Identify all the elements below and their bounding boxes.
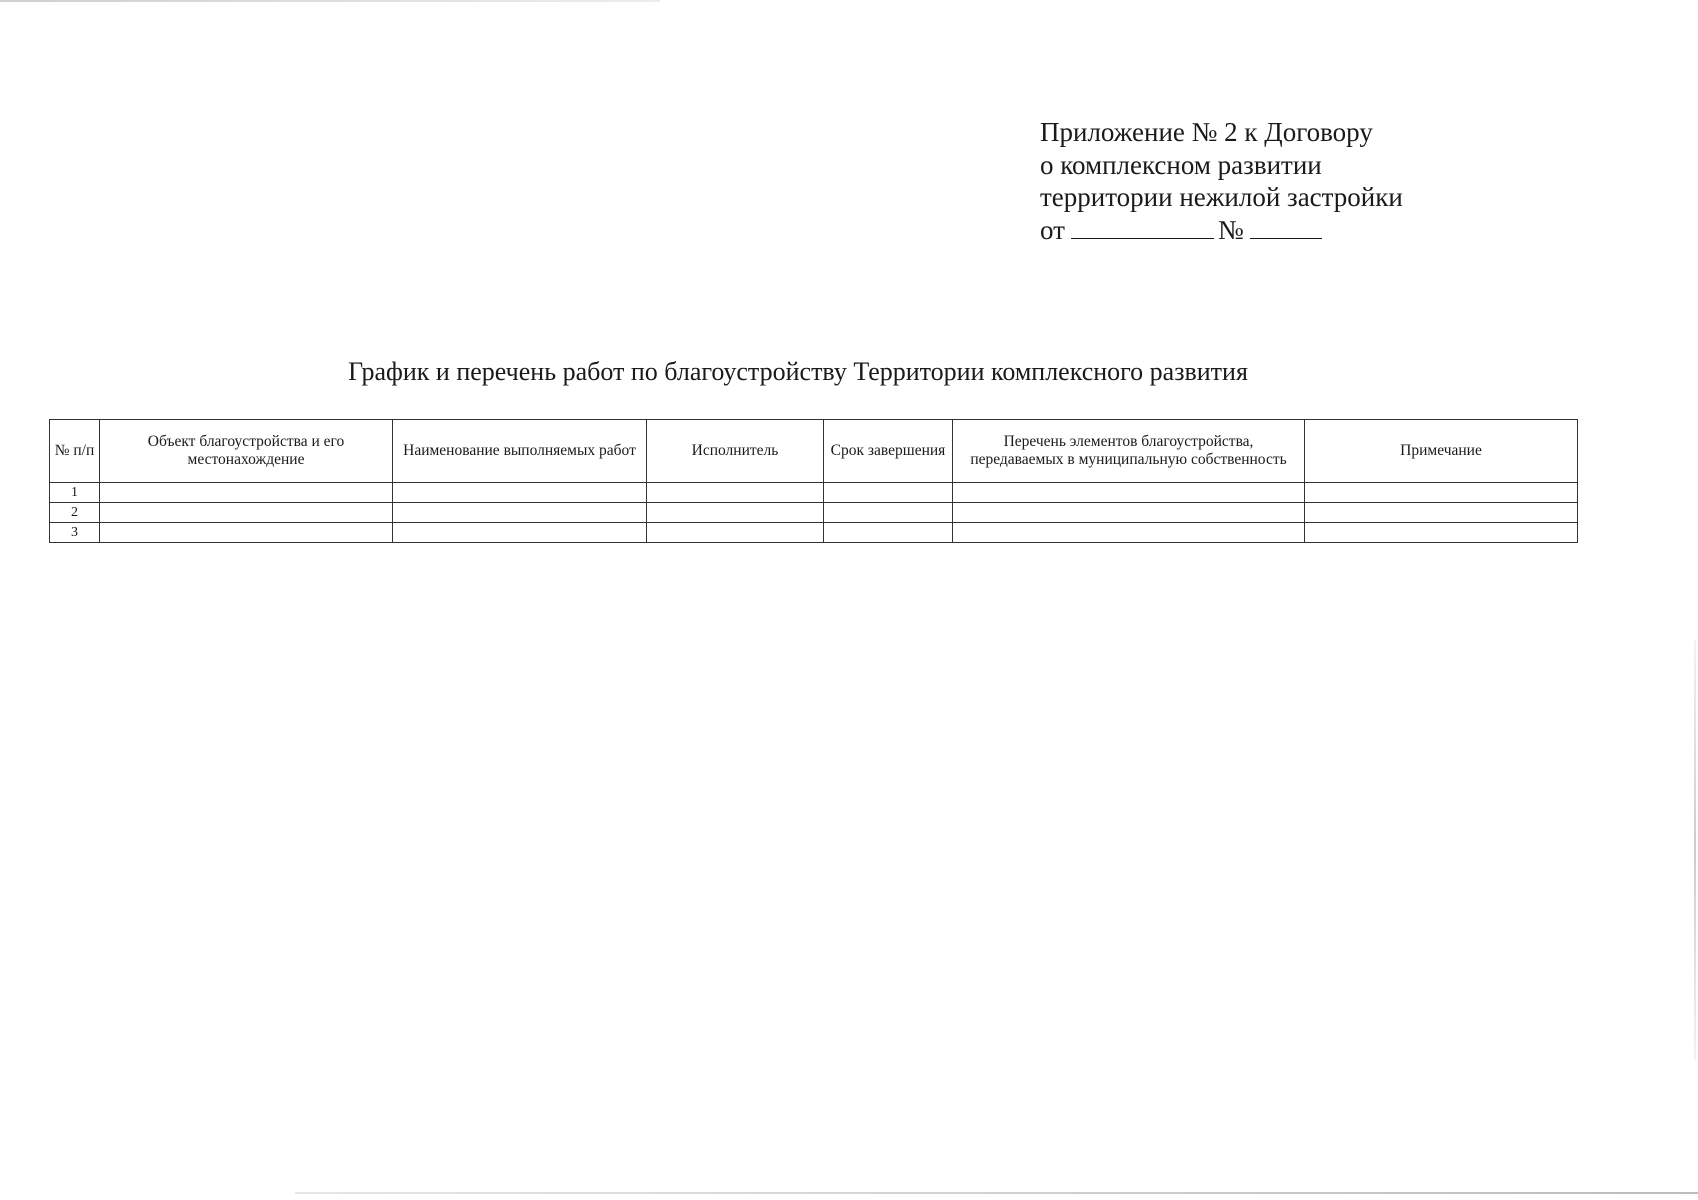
table-cell xyxy=(100,483,393,503)
table-cell xyxy=(647,523,824,543)
table-cell xyxy=(647,503,824,523)
header-cell: Примечание xyxy=(1305,420,1578,483)
table-cell xyxy=(393,483,647,503)
table-cell xyxy=(393,523,647,543)
header-cell: Перечень элементов благоустройства, передаваемых в муниципальную собственность xyxy=(953,420,1305,483)
appendix-block xyxy=(1040,116,1480,246)
header-cell: Наименование выполняемых работ xyxy=(393,420,647,483)
table-cell xyxy=(953,503,1305,523)
table-row xyxy=(50,503,1578,523)
table-cell xyxy=(824,503,953,523)
header-cell: Исполнитель xyxy=(647,420,824,483)
table-cell xyxy=(1305,523,1578,543)
row-number-cell: 2 xyxy=(50,503,100,523)
appendix-date-line xyxy=(1040,214,1480,247)
table-cell xyxy=(393,503,647,523)
scan-edge-right xyxy=(1694,640,1696,1060)
table-cell xyxy=(953,523,1305,543)
table-row xyxy=(50,523,1578,543)
scan-edge-bottom xyxy=(295,1192,1698,1194)
header-cell: Срок завершения xyxy=(824,420,953,483)
works-schedule-table xyxy=(49,419,1578,543)
scan-edge-top xyxy=(0,0,660,2)
table-cell xyxy=(1305,503,1578,523)
row-number-cell: 1 xyxy=(50,483,100,503)
header-cell: Объект благоустройства и его местонахождение xyxy=(100,420,393,483)
number-sign: № xyxy=(1217,214,1244,245)
table-cell xyxy=(953,483,1305,503)
header-cell: № п/п xyxy=(50,420,100,483)
table-cell xyxy=(100,523,393,543)
table-row xyxy=(50,483,1578,503)
table-header-row xyxy=(50,420,1578,483)
row-number-cell: 3 xyxy=(50,523,100,543)
appendix-line-3: территории нежилой застройки xyxy=(1040,182,1403,212)
date-blank-field xyxy=(1071,216,1214,239)
table-cell xyxy=(100,503,393,523)
table-cell xyxy=(1305,483,1578,503)
table-cell xyxy=(824,483,953,503)
number-blank-field xyxy=(1250,216,1322,239)
table-cell xyxy=(824,523,953,543)
table-cell xyxy=(647,483,824,503)
document-title: График и перечень работ по благоустройству Территории комплексного развития xyxy=(348,357,1248,386)
appendix-line-2: о комплексном развитии xyxy=(1040,149,1322,180)
date-prefix: от xyxy=(1040,214,1065,245)
appendix-line-1: Приложение № 2 к Договору xyxy=(1040,117,1373,147)
